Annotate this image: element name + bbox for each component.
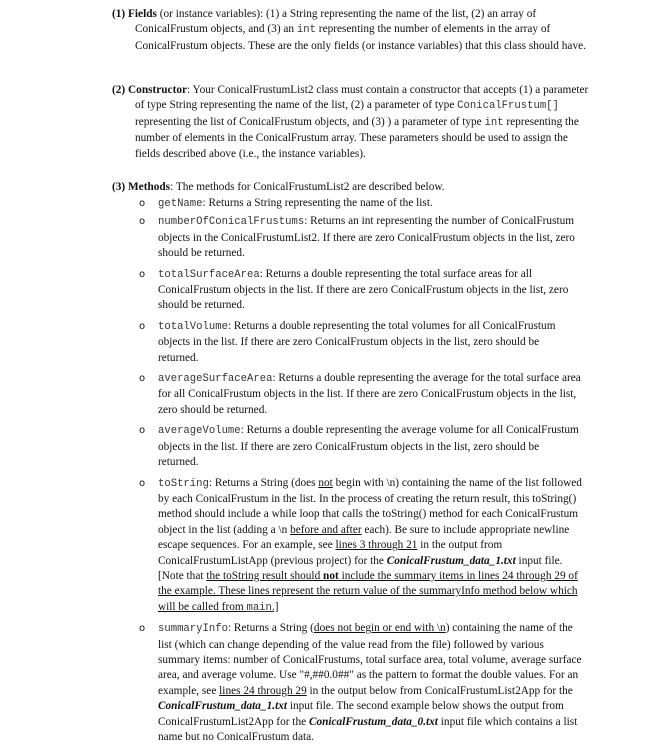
method-desc: : Returns a double representing the total volumes for all ConicalFrustum objects in the list. If there are zero ConicalFrustum objects in the list, zero should be returned. — [158, 319, 556, 364]
method-item-average-surface-area — [112, 371, 582, 418]
tostring-note-end: .] — [271, 600, 279, 613]
summary-text-2: ) containing the name of the list (which can change depending of the value read from the file) followed by various summary items: number of ConicalFrustums, total surface area, total volume, average surface area, and average volume. Use "#,##0.0##" as the pattern to format the double values. For an example, see — [158, 622, 582, 697]
method-item-total-surface-area — [112, 267, 582, 314]
bullet-icon: o — [139, 425, 146, 437]
tostring-text-4: in the output from ConicalFrustumListApp (previous project) for the — [158, 539, 503, 567]
summary-text-4: input file. The second example below shows the output from ConicalFrustumList2App for the — [158, 700, 564, 728]
method-desc: : Returns an int representing the number of ConicalFrustum objects in the ConicalFrustumList2. If there are zero ConicalFrustum objects in the list, zero should be returned. — [158, 215, 575, 260]
fields-label: Fields — [128, 8, 157, 20]
method-name: toString — [158, 477, 209, 490]
constructor-paragraph — [112, 83, 595, 162]
methods-intro: : The methods for ConicalFrustumList2 are described below. — [170, 181, 445, 193]
constructor-code-int: int — [484, 116, 504, 129]
bullet-icon: o — [139, 623, 146, 635]
fields-code-int: int — [296, 24, 316, 37]
summary-lines-ref: lines 24 through 29 — [219, 684, 307, 697]
tostring-note-1: the toString result should — [206, 569, 324, 582]
methods-list — [112, 196, 582, 745]
method-name: averageVolume — [158, 425, 241, 438]
tostring-note-not: not — [323, 569, 339, 582]
method-name: totalSurfaceArea — [158, 268, 260, 281]
tostring-file-ref: ConicalFrustum_data_1.txt — [386, 554, 516, 567]
method-desc: : Returns a double representing the average volume for all ConicalFrustum objects in the list. If there are zero ConicalFrustum objects in the list, zero should be returned. — [158, 424, 579, 469]
method-desc: : Returns a double representing the total surface areas for all ConicalFrustum objects in the list. If there are zero ConicalFrustum objects in the list, zero should be returned. — [158, 267, 569, 312]
fields-text-1: (or instance variables): (1) a String representing the name of the list, (2) an array of ConicalFrustum objects, and (3) an — [135, 8, 537, 36]
tostring-note-2: include the summary items in lines 24 through 29 of the example. These lines represent the return value of the summaryInfo method below which will be called from — [158, 569, 578, 613]
method-name: totalVolume — [158, 320, 228, 333]
tostring-text-3: each). Be sure to include appropriate newline escape sequences. For an example, see — [158, 523, 570, 552]
method-item-average-volume — [112, 423, 582, 470]
summary-text-5: input file which contains a list name but no ConicalFrustum data. — [158, 715, 578, 743]
fields-paragraph — [112, 7, 595, 54]
method-name: averageSurfaceArea — [158, 373, 273, 386]
tostring-note-main: main — [246, 601, 272, 614]
summary-does-not: does not begin or end with \n — [313, 622, 446, 635]
method-item-tostring — [112, 476, 582, 617]
constructor-code-array: ConicalFrustum[] — [457, 100, 559, 113]
tostring-lines-ref: lines 3 through 21 — [335, 539, 418, 552]
method-desc: : Returns a double representing the average for the total surface area for all ConicalFrustum objects in the list. If there are zero ConicalFrustum objects in the list, zero should be returned. — [158, 372, 581, 416]
tostring-before-after: before and after — [290, 523, 362, 536]
summary-text-1: : Returns a String ( — [227, 622, 314, 635]
tostring-text-1: : Returns a String (does — [208, 476, 319, 489]
tostring-text-5: input file. [Note that — [158, 554, 563, 582]
bullet-icon: o — [139, 198, 146, 209]
fields-text-2: representing the number of elements in the array of ConicalFrustum objects. These are the only fields (or instance variables) that this class should have. — [135, 23, 586, 52]
summary-file1-ref: ConicalFrustum_data_1.txt — [158, 700, 288, 713]
bullet-icon: o — [139, 477, 146, 489]
method-name: numberOfConicalFrustums — [158, 216, 305, 229]
method-item-getname — [112, 196, 582, 212]
method-name: getName — [158, 198, 203, 210]
bullet-icon: o — [139, 320, 146, 332]
bullet-icon: o — [139, 373, 146, 385]
constructor-text-3: representing the number of elements in the ConicalFrustum array. These parameters should be used to assign the fields described above (i.e., the instance variables). — [135, 115, 579, 160]
methods-heading — [112, 180, 595, 195]
bullet-icon: o — [139, 216, 146, 228]
tostring-not: not — [318, 476, 333, 489]
bullet-icon: o — [139, 268, 146, 280]
fields-number: (1) — [112, 8, 126, 20]
method-item-total-volume — [112, 319, 582, 366]
methods-label: Methods — [128, 181, 171, 193]
method-name: summaryInfo — [158, 623, 228, 636]
constructor-text-1: : Your ConicalFrustumList2 class must contain a constructor that accepts (1) a parameter of type String representing the name of the list, (2) a parameter of type — [135, 84, 589, 112]
methods-number: (3) — [112, 181, 126, 193]
method-desc: : Returns a String representing the name of the list. — [202, 197, 433, 209]
constructor-text-2: representing the list of ConicalFrustum objects, and (3) ) a parameter of type — [135, 115, 485, 128]
method-item-number-of-frustums — [112, 214, 582, 261]
method-item-summaryinfo — [112, 621, 582, 745]
constructor-label: Constructor — [128, 84, 187, 96]
tostring-text-2: begin with \n) containing the name of the list followed by each ConicalFrustum in the list. In the process of creating the return result, this toString() method should include a while loop that calls the toString() method for each ConicalFrustum object in the list (adding a \n — [158, 476, 582, 536]
summary-text-3: in the output below from ConicalFrustumList2App for the — [306, 684, 573, 697]
summary-file0-ref: ConicalFrustum_data_0.txt — [308, 715, 438, 728]
constructor-number: (2) — [112, 84, 126, 96]
